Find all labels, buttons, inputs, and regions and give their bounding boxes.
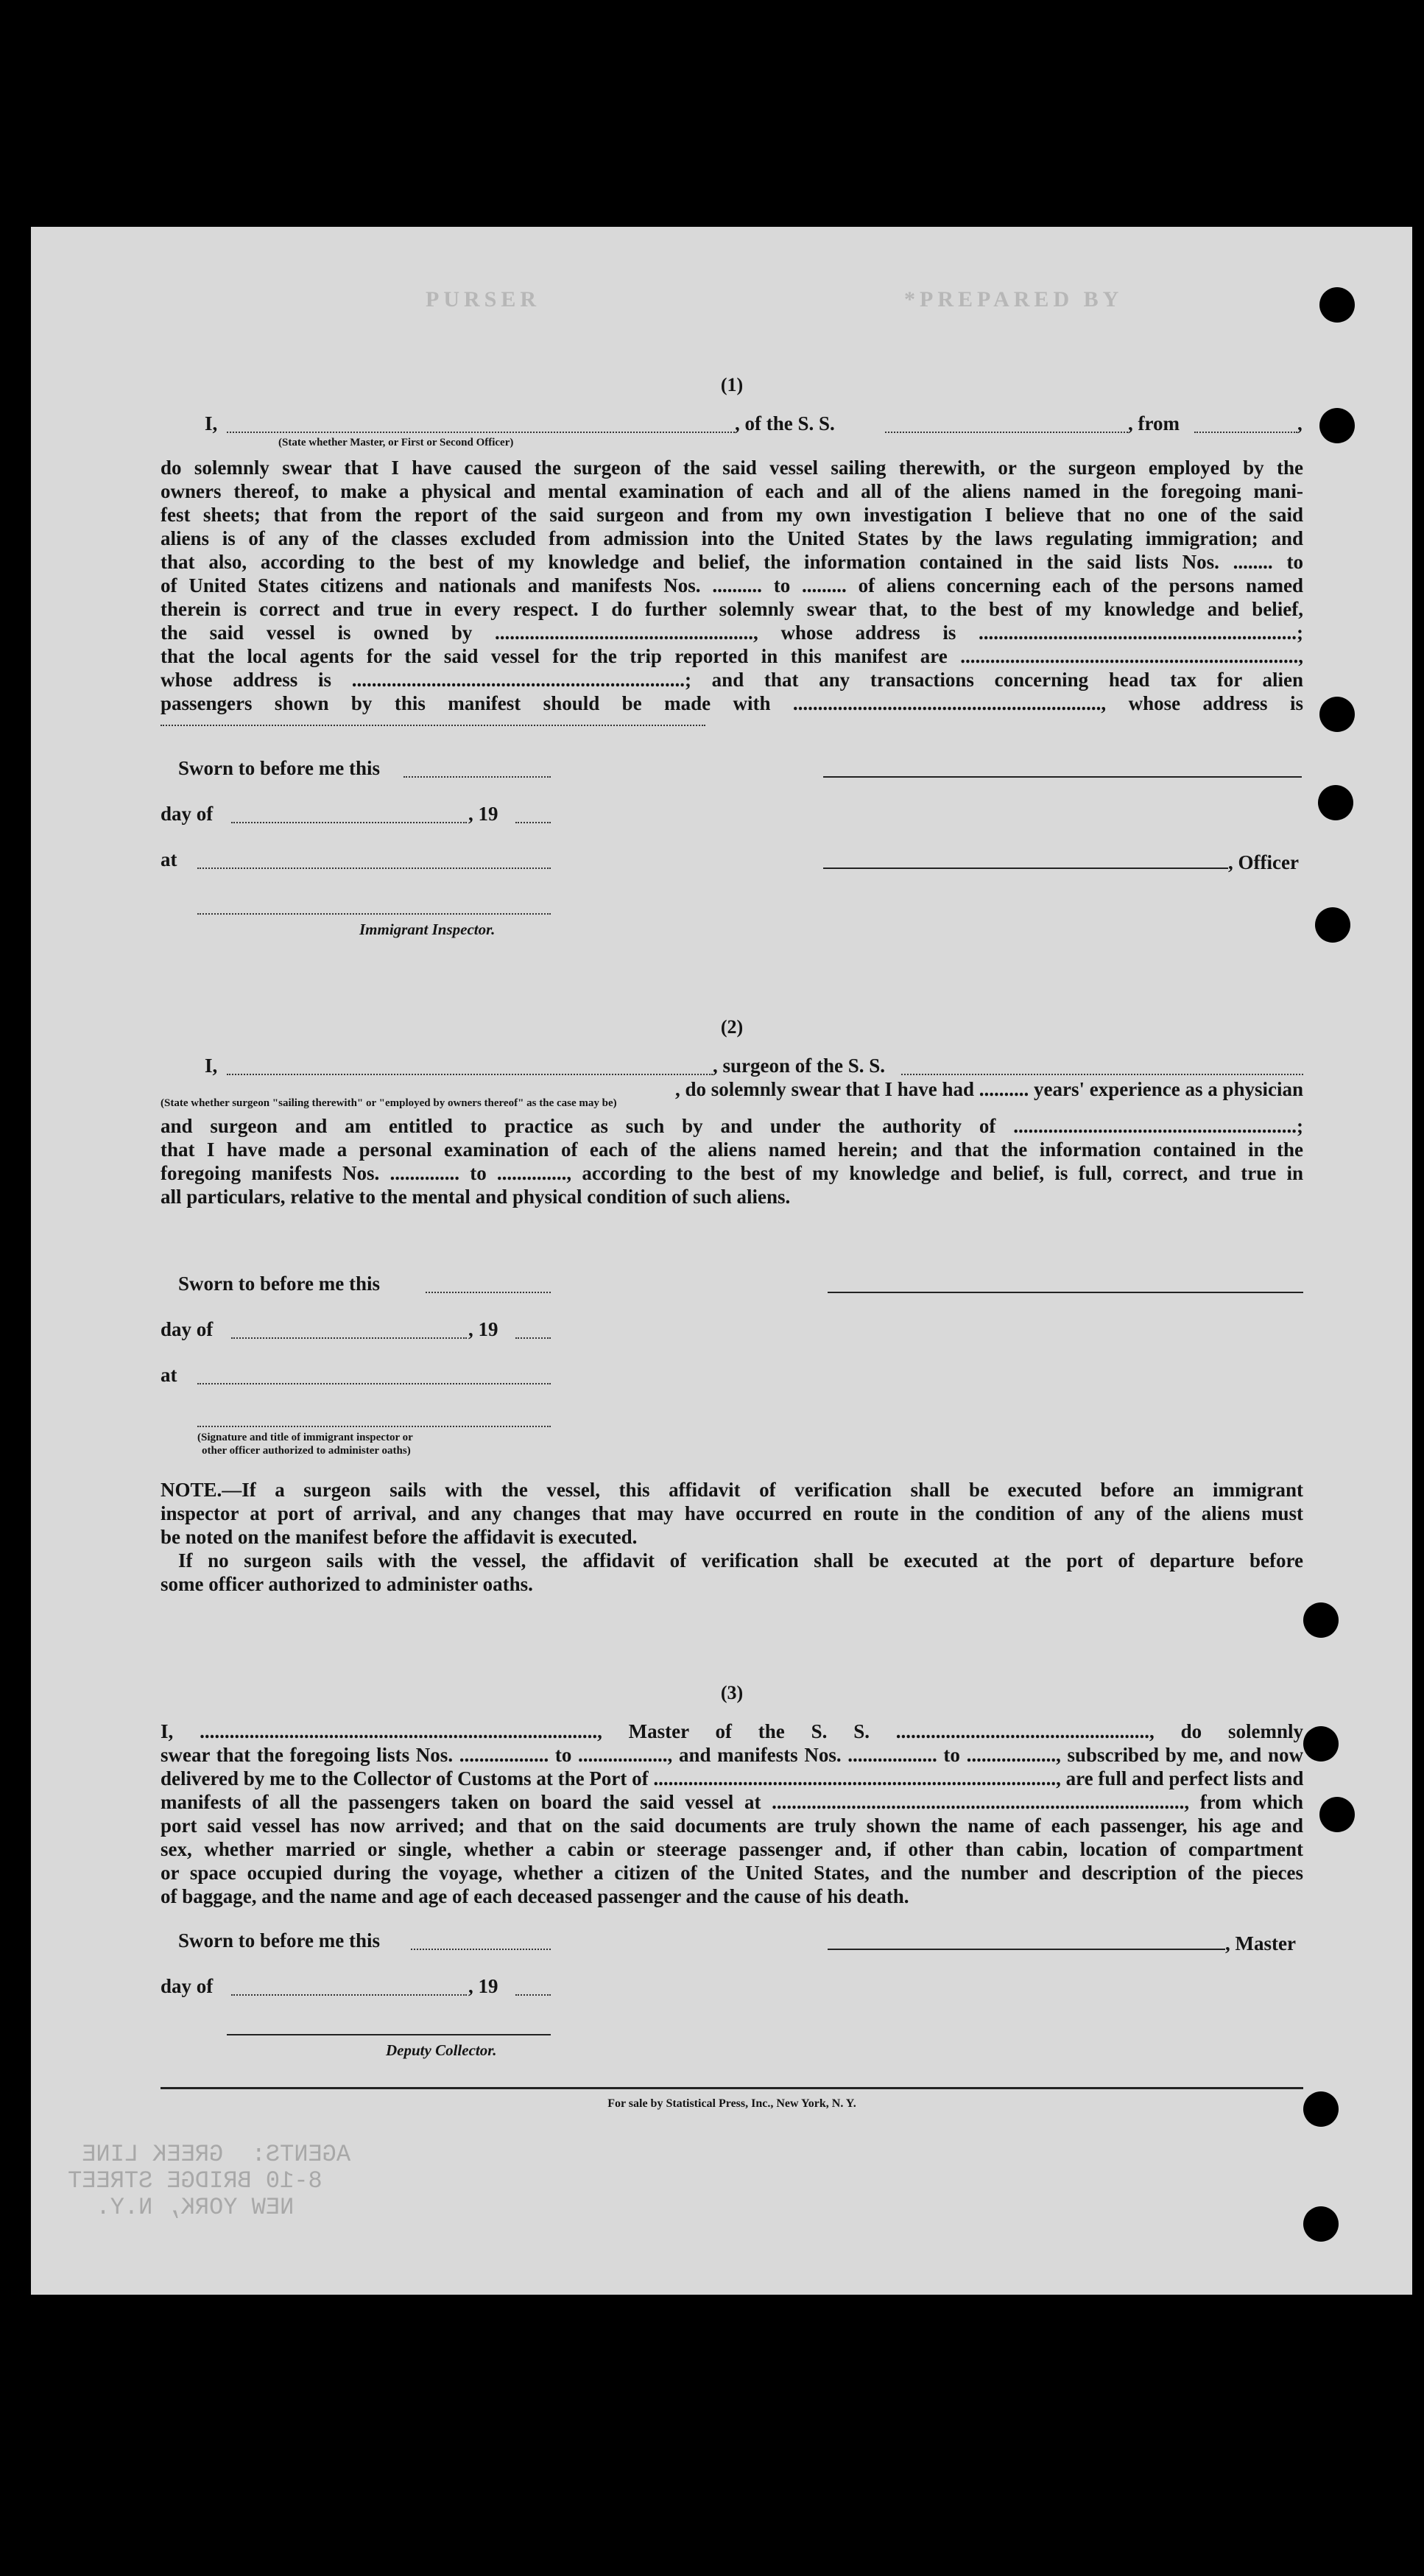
s2-surgeon-note: (State whether surgeon "sailing therewith" or "employed by owners thereof" as the case may be) (161, 1097, 617, 1109)
s3-line-4: manifests of all the passengers taken on board the said vessel at ..................................................................................., from which (161, 1791, 1303, 1813)
s1-at-field[interactable] (197, 868, 551, 869)
s1-line-3: fest sheets; that from the report of the said surgeon and from my own investigation I believe that no one of the said (161, 504, 1303, 526)
s2-at-field[interactable] (197, 1383, 551, 1384)
s1-line-9: that the local agents for the said vessel for the trip reported in this manifest are ...................................................................., (161, 645, 1303, 667)
footer-imprint: For sale by Statistical Press, Inc., New York, N. Y. (607, 2097, 856, 2110)
s1-officer-label: , Officer (1228, 851, 1299, 873)
s2-surgeon-name-field[interactable] (227, 1074, 713, 1075)
s1-line-8: the said vessel is owned by ...................................................., whose address is ................................................................; (161, 622, 1303, 644)
s2-line-3: that I have made a personal examination of each of the aliens named herein; and that the information contained in the (161, 1139, 1303, 1161)
s3-sworn-field[interactable] (411, 1949, 551, 1950)
s1-from-field[interactable] (1194, 432, 1297, 433)
s2-sig-note-1: (Signature and title of immigrant inspector or (197, 1432, 413, 1443)
s1-officer-field[interactable] (227, 432, 735, 433)
s1-line-10: whose address is ...................................................................; and that any transactions concerning head tax for alien (161, 669, 1303, 691)
s2-officer-sig-field[interactable] (197, 1426, 551, 1427)
section-2-number: (2) (720, 1016, 744, 1038)
s2-sig-note-2: other officer authorized to administer oaths) (202, 1445, 411, 1457)
s2-line-1: , do solemnly swear that I have had .......... years' experience as a physician (674, 1078, 1303, 1100)
s3-year-label: , 19 (468, 1975, 498, 1997)
punch-hole (1319, 1797, 1355, 1832)
s2-sworn-field[interactable] (426, 1292, 551, 1293)
s3-line-5: port said vessel has now arrived; and that on the said documents are truly shown the name of each passenger, his age and (161, 1815, 1303, 1837)
s1-day-of-label: day of (161, 803, 214, 825)
s2-surgeon-of: , surgeon of the S. S. (713, 1055, 886, 1077)
s1-line-11: passengers shown by this manifest should be made with .............................................................., whose address is (161, 692, 1303, 714)
s1-line-7: therein is correct and true in every respect. I do further solemnly swear that, to the best of my knowledge and belief, (161, 598, 1303, 620)
s2-note-line-3: be noted on the manifest before the affidavit is executed. (161, 1526, 638, 1548)
s2-vessel-field[interactable] (901, 1074, 1303, 1075)
punch-hole (1319, 697, 1355, 732)
s1-i: I, (205, 412, 218, 434)
s2-day-field[interactable] (231, 1337, 467, 1339)
header-faint-right: *PREPARED BY (904, 287, 1124, 312)
s1-officer-note: (State whether Master, or First or Second Officer) (278, 437, 514, 448)
s3-day-field[interactable] (231, 1994, 467, 1996)
s1-day-field[interactable] (231, 822, 467, 823)
s2-sworn-label: Sworn to before me this (178, 1273, 380, 1295)
s3-line-3: delivered by me to the Collector of Customs at the Port of ................................................................................., are full and perfect lists and (161, 1767, 1304, 1790)
s1-of-ss: , of the S. S. (735, 412, 835, 434)
s2-i: I, (205, 1055, 218, 1077)
form-content (161, 271, 1303, 2289)
s2-note-line-2: inspector at port of arrival, and any changes that may have occurred en route in the condition of any of the aliens must (161, 1502, 1303, 1524)
s1-line-2: owners thereof, to make a physical and mental examination of each and all of the aliens named in the foregoing mani- (161, 480, 1303, 502)
header-faint-left: PURSER (426, 287, 541, 312)
document-page (31, 227, 1412, 2295)
s3-line-2: swear that the foregoing lists Nos. .................. to .................., and manifests Nos. .................. to .................., subscribed by me, and now (161, 1744, 1303, 1766)
s2-note-line-4: If no surgeon sails with the vessel, the affidavit of verification shall be executed at the port of departure before (178, 1549, 1303, 1572)
s1-from: , from (1128, 412, 1180, 434)
s3-master-label: , Master (1225, 1932, 1296, 1954)
s2-at-label: at (161, 1364, 177, 1386)
s2-year-label: , 19 (468, 1318, 498, 1340)
s3-collector-label: Deputy Collector. (386, 2041, 497, 2059)
s2-signature-line[interactable] (828, 1292, 1303, 1293)
s1-vessel-field[interactable] (885, 432, 1128, 433)
agent-stamp: AGENTS: GREEK LINE 8-10 BRIDGE STREET NEW YORK, N.Y. (68, 2141, 351, 2221)
s1-sworn-label: Sworn to before me this (178, 757, 380, 779)
s1-end: , (1297, 412, 1303, 434)
punch-hole (1319, 287, 1355, 323)
s1-inspector-field[interactable] (197, 913, 551, 915)
punch-hole (1319, 408, 1355, 443)
s3-master-line[interactable] (828, 1949, 1225, 1950)
section-3-number: (3) (720, 1682, 744, 1703)
s2-note-line-5: some officer authorized to administer oaths. (161, 1573, 533, 1595)
s2-line-4: foregoing manifests Nos. .............. to .............., according to the best of my knowledge and belief, is full, correct, and true in (161, 1162, 1303, 1184)
punch-hole (1303, 1726, 1339, 1762)
s2-year-field[interactable] (515, 1337, 551, 1339)
s3-line-1: I, ................................................................................, Master of the S. S. ..................................................., do solemnly (161, 1720, 1303, 1742)
s2-line-2: and surgeon and am entitled to practice as such by and under the authority of .........................................................; (161, 1115, 1303, 1137)
s1-address-continued-field[interactable] (161, 725, 705, 726)
s3-line-6: sex, whether married or single, whether a cabin or steerage passenger and, if other than cabin, location of compartment (161, 1838, 1303, 1860)
s1-line-4: aliens is of any of the classes excluded from admission into the United States by the laws regulating immigration; and (161, 527, 1303, 549)
s3-line-7: or space occupied during the voyage, whether a citizen of the United States, and the number and description of the pieces (161, 1862, 1303, 1884)
s1-line-5: that also, according to the best of my knowledge and belief, the information contained in the said lists Nos. ........ to (161, 551, 1303, 573)
s1-line-1: do solemnly swear that I have caused the surgeon of the said vessel sailing therewith, or the surgeon employed by the (161, 457, 1303, 479)
section-1-number: (1) (720, 374, 744, 395)
s1-year-label: , 19 (468, 803, 498, 825)
s3-day-of-label: day of (161, 1975, 214, 1997)
s1-sworn-field[interactable] (403, 776, 551, 778)
s3-collector-line[interactable] (227, 2034, 551, 2035)
punch-hole (1303, 2206, 1339, 2242)
s1-inspector-label: Immigrant Inspector. (359, 921, 496, 938)
s1-officer-line[interactable] (823, 868, 1228, 869)
s3-sworn-label: Sworn to before me this (178, 1929, 380, 1952)
punch-hole (1315, 907, 1350, 943)
s1-line-6: of United States citizens and nationals and manifests Nos. .......... to ......... of aliens concerning each of the persons named (161, 574, 1303, 597)
punch-hole (1318, 785, 1353, 820)
s1-year-field[interactable] (515, 822, 551, 823)
s3-year-field[interactable] (515, 1994, 551, 1996)
s3-line-8: of baggage, and the name and age of each deceased passenger and the cause of his death. (161, 1885, 909, 1907)
s2-note-1-text: NOTE.—If a surgeon sails with the vessel, this affidavit of verification shall be executed before an immigrant (161, 1479, 1303, 1501)
s2-line-5: all particulars, relative to the mental and physical condition of such aliens. (161, 1186, 791, 1208)
footer-rule (161, 2087, 1303, 2089)
punch-hole (1303, 1602, 1339, 1638)
s2-day-of-label: day of (161, 1318, 214, 1340)
s1-signature-line[interactable] (823, 776, 1302, 778)
s1-at-label: at (161, 848, 177, 870)
s2-note-line-1 (161, 1479, 1303, 1501)
punch-hole (1303, 2091, 1339, 2127)
